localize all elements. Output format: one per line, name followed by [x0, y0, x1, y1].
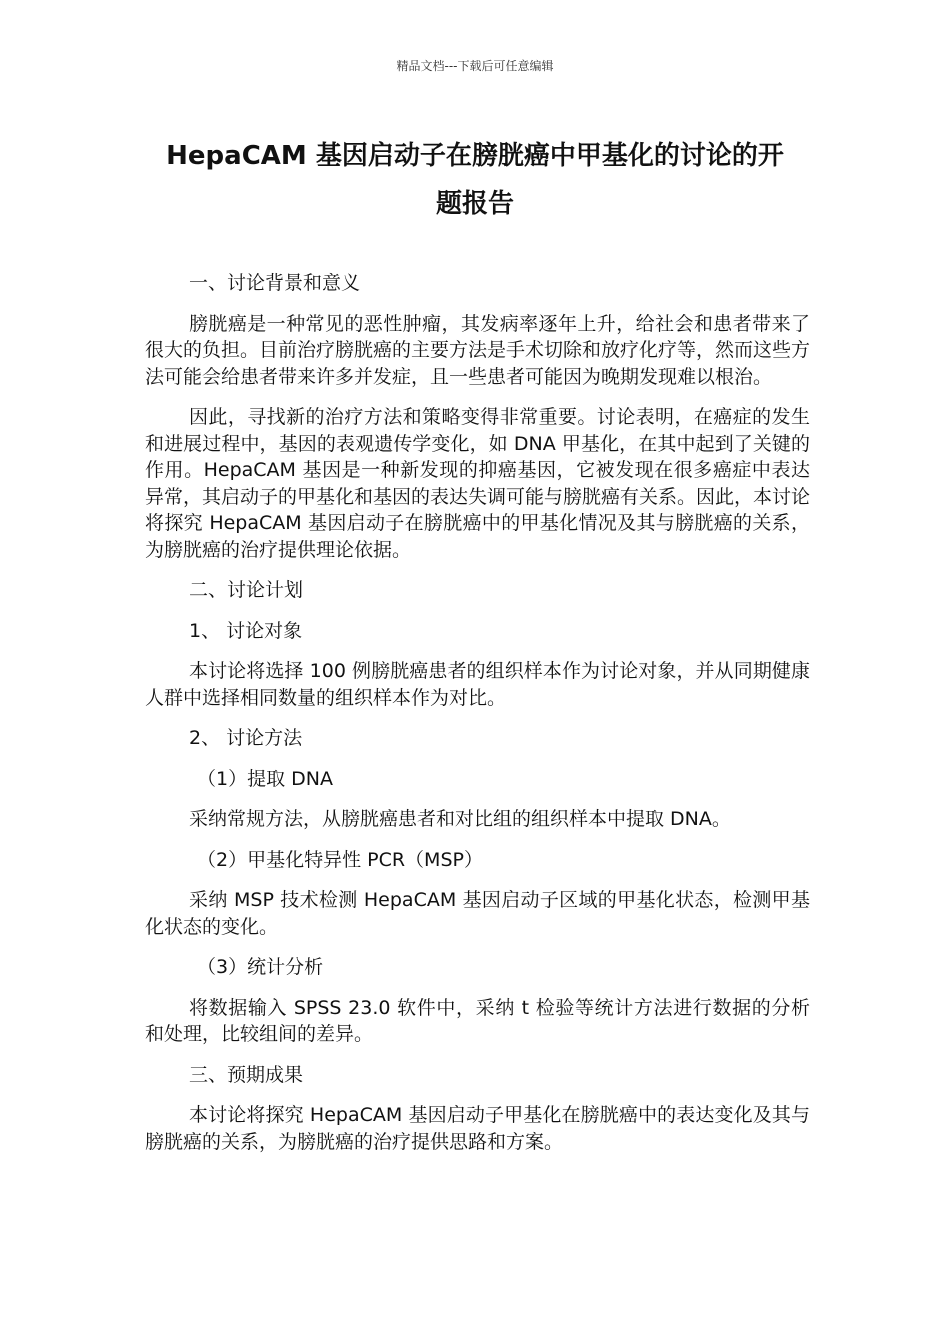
paragraph-expected: 本讨论将探究 HepaCAM 基因启动子甲基化在膀胱癌中的表达变化及其与膀胱癌的关系，为膀胱癌的治疗提供思路和方案。	[145, 1104, 810, 1153]
paragraph-subject: 本讨论将选择 100 例膀胱癌患者的组织样本作为讨论对象，并从同期健康人群中选择相同数量的组织样本作为对比。	[145, 660, 810, 709]
paragraph-method-2: 采纳 MSP 技术检测 HepaCAM 基因启动子区域的甲基化状态，检测甲基化状态的变化。	[145, 889, 810, 938]
section-heading-plan: 二、讨论计划	[189, 579, 304, 601]
section-heading-background: 一、讨论背景和意义	[189, 272, 361, 294]
title-line-1: HepaCAM 基因启动子在膀胱癌中甲基化的讨论的开	[166, 141, 784, 171]
paragraph-method-3: 将数据输入 SPSS 23.0 软件中，采纳 t 检验等统计方法进行数据的分析和处理，比较组间的差异。	[145, 996, 810, 1045]
title-line-2: 题报告	[435, 189, 514, 219]
subsection-heading-subject: 1、 讨论对象	[189, 619, 303, 642]
method-1-heading: （1）提取 DNA	[197, 767, 333, 790]
document-title	[120, 132, 830, 228]
section-heading-expected: 三、预期成果	[189, 1063, 304, 1086]
paragraph-background-2: 因此，寻找新的治疗方法和策略变得非常重要。讨论表明，在癌症的发生和进展过程中，基因的表观遗传学变化，如 DNA 甲基化，在其中起到了关键的作用。HepaCAM 基因是一种新发现的抑癌基因，它被发现在很多癌症中表达异常，其启动子的甲基化和基因的表达失调可能与膀胱癌有关系。因此，本讨论将探究 HepaCAM 基因启动子在膀胱癌中的甲基化情况及其与膀胱癌的关系，为膀胱癌的治疗提供理论依据。	[145, 406, 811, 561]
paragraph-method-1: 采纳常规方法，从膀胱癌患者和对比组的组织样本中提取 DNA。	[189, 808, 731, 830]
document-body	[145, 270, 810, 1169]
subsection-heading-method: 2、 讨论方法	[189, 727, 303, 749]
method-3-heading: （3）统计分析	[197, 956, 324, 978]
header-note: 精品文档---下载后可任意编辑	[396, 59, 554, 73]
paragraph-background-1: 膀胱癌是一种常见的恶性肿瘤，其发病率逐年上升，给社会和患者带来了很大的负担。目前治疗膀胱癌的主要方法是手术切除和放疗化疗等，然而这些方法可能会给患者带来许多并发症，且一些患者可能因为晚期发现难以根治。	[145, 312, 811, 388]
method-2-heading: （2）甲基化特异性 PCR（MSP）	[197, 848, 483, 871]
